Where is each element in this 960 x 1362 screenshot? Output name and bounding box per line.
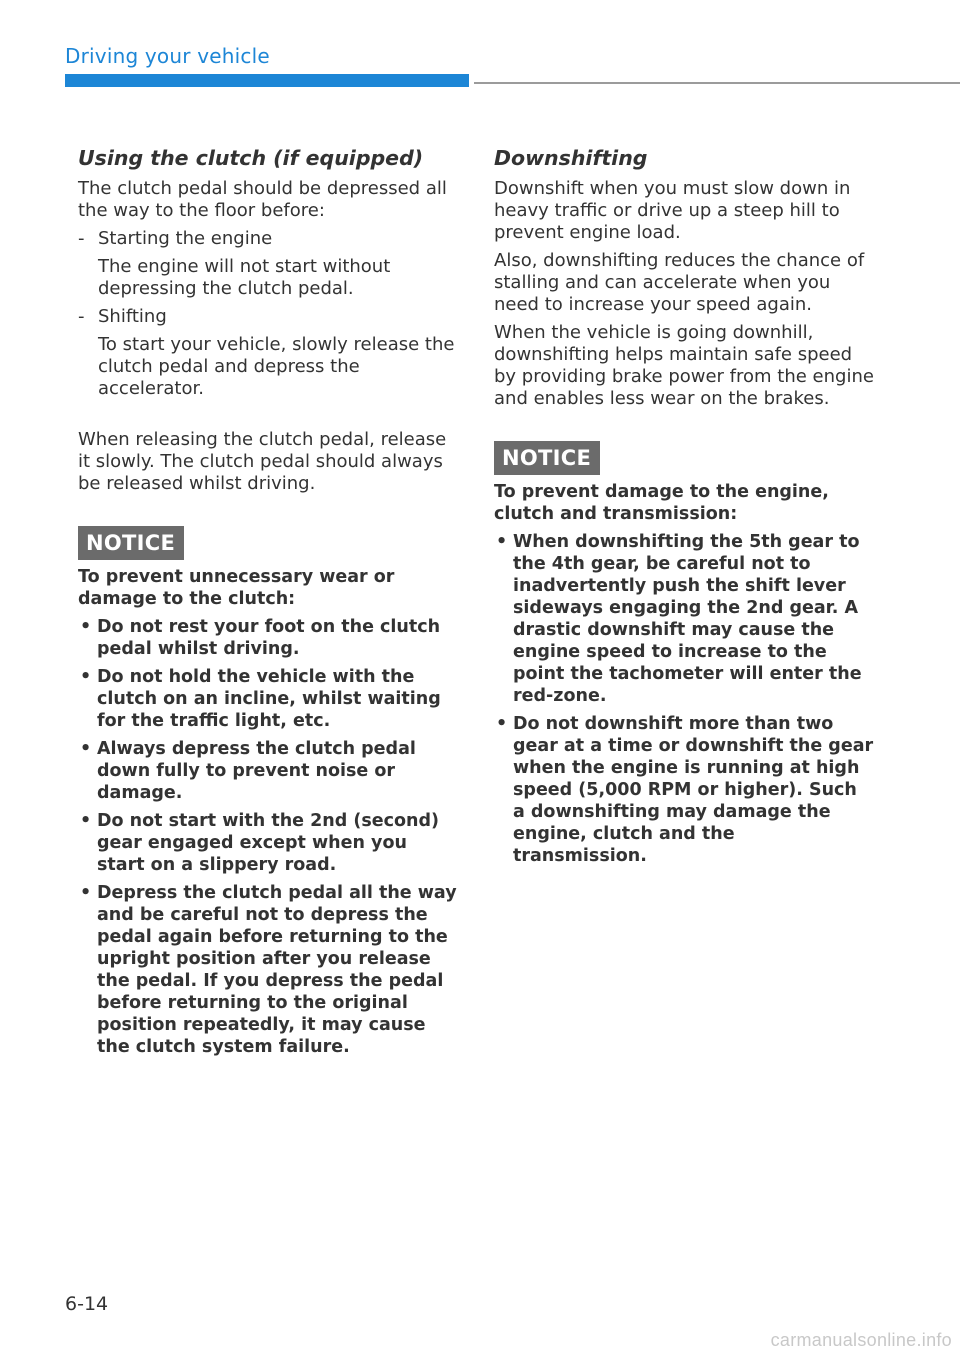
notice-list <box>494 531 874 867</box>
list-item <box>78 666 458 732</box>
list-item <box>78 882 458 1058</box>
bullet-glyph: • <box>80 739 92 759</box>
header-rule-accent <box>65 74 469 87</box>
left-column <box>78 146 458 1064</box>
dash-mark: - <box>78 306 85 327</box>
section-heading-clutch: Using the clutch (if equipped) <box>78 146 424 170</box>
bullet-glyph: • <box>80 883 92 903</box>
dash-item-label: Starting the engine <box>98 228 273 249</box>
clutch-intro: The clutch pedal should be depressed all the way to the floor before: <box>78 178 447 221</box>
list-item <box>78 738 458 804</box>
dash-item <box>78 306 458 328</box>
dash-item-label: Shifting <box>98 306 167 327</box>
list-item <box>494 713 874 867</box>
list-item-text: Do not hold the vehicle with the clutch on an incline, whilst waiting for the traffic light, etc. <box>97 667 441 731</box>
right-column <box>494 146 874 873</box>
list-item-text: Always depress the clutch pedal down fully to prevent noise or damage. <box>97 739 416 803</box>
notice-label: NOTICE <box>78 526 184 560</box>
bullet-glyph: • <box>80 811 92 831</box>
list-item <box>494 531 874 707</box>
downshift-paragraph: Also, downshifting reduces the chance of stalling and can accelerate when you need to increase your speed again. <box>494 250 865 315</box>
release-paragraph: When releasing the clutch pedal, release it slowly. The clutch pedal should always be released whilst driving. <box>78 429 447 494</box>
section-heading-downshifting: Downshifting <box>494 146 648 170</box>
downshift-paragraph: Downshift when you must slow down in heavy traffic or drive up a steep hill to prevent engine load. <box>494 178 851 243</box>
downshift-paragraph: When the vehicle is going downhill, downshifting helps maintain safe speed by providing brake power from the engine and enables less wear on the brakes. <box>494 322 874 409</box>
notice-list <box>78 616 458 1058</box>
dash-item-detail: To start your vehicle, slowly release the clutch pedal and depress the accelerator. <box>98 334 455 399</box>
bullet-glyph: • <box>80 667 92 687</box>
list-item-text: Do not start with the 2nd (second) gear engaged except when you start on a slippery road. <box>97 811 440 875</box>
dash-item-detail: The engine will not start without depressing the clutch pedal. <box>98 256 391 299</box>
bullet-glyph: • <box>80 617 92 637</box>
notice-intro: To prevent unnecessary wear or damage to the clutch: <box>78 567 395 609</box>
page-number: 6-14 <box>65 1293 109 1315</box>
notice-label: NOTICE <box>494 441 600 475</box>
list-item-text: When downshifting the 5th gear to the 4th gear, be careful not to inadvertently push the shift lever sideways engaging the 2nd gear. A drastic downshift may cause the engine speed to increase to the point the tachometer will enter the red-zone. <box>513 532 862 706</box>
bullet-glyph: • <box>496 532 508 552</box>
header-title: Driving your vehicle <box>65 44 270 68</box>
notice-intro: To prevent damage to the engine, clutch and transmission: <box>494 482 829 524</box>
list-item-text: Do not downshift more than two gear at a time or downshift the gear when the engine is running at high speed (5,000 RPM or higher). Such a downshifting may damage the engine, clutch and the transmission. <box>513 714 874 866</box>
bullet-glyph: • <box>496 714 508 734</box>
dash-item <box>78 228 458 250</box>
list-item <box>78 616 458 660</box>
list-item-text: Depress the clutch pedal all the way and be careful not to depress the pedal again before returning to the upright position after you release the pedal. If you depress the pedal before returning to the original position repeatedly, it may cause the clutch system failure. <box>97 883 457 1057</box>
watermark: carmanualsonline.info <box>770 1330 952 1350</box>
list-item-text: Do not rest your foot on the clutch pedal whilst driving. <box>97 617 441 659</box>
list-item <box>78 810 458 876</box>
dash-mark: - <box>78 228 85 249</box>
header-rule-thin <box>474 82 960 84</box>
